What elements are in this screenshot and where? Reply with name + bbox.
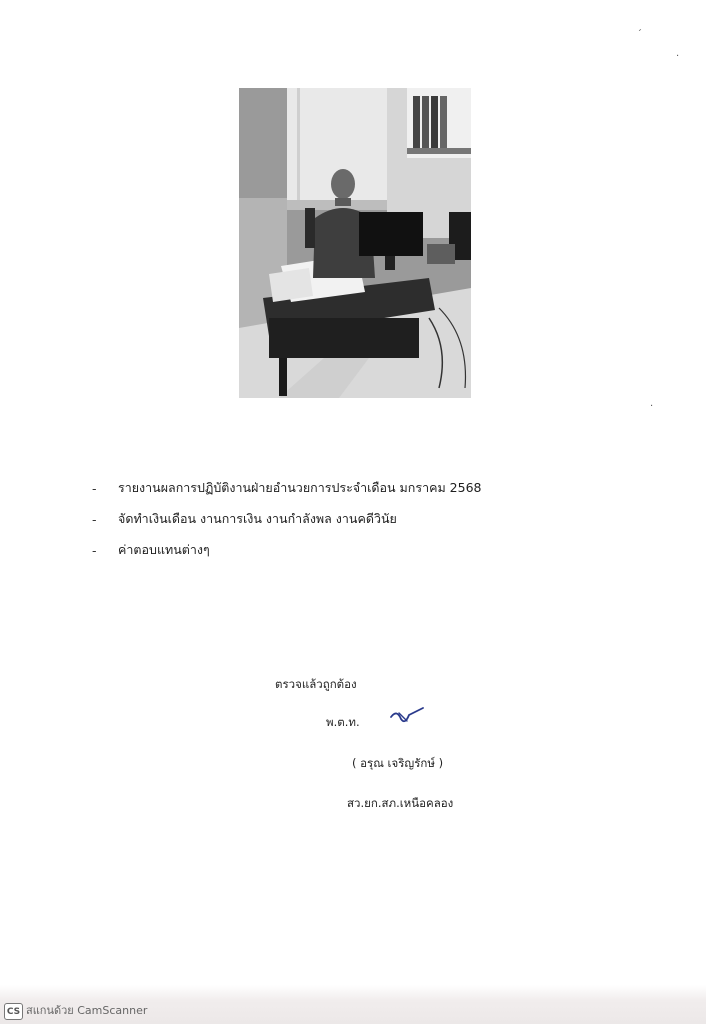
list-item-text: ค่าตอบแทนต่างๆ <box>118 542 210 557</box>
bullet-marker: - <box>92 542 97 558</box>
office-photo <box>239 88 471 398</box>
task-list <box>92 478 482 571</box>
list-item <box>92 478 482 498</box>
list-item <box>92 509 482 529</box>
scanner-watermark: สแกนด้วย CamScanner <box>26 1004 148 1017</box>
signer-rank: พ.ต.ท. <box>326 715 360 729</box>
bullet-marker: - <box>92 480 97 496</box>
list-item <box>92 540 482 560</box>
handwritten-signature <box>387 705 425 727</box>
list-item-text: จัดทำเงินเดือน งานการเงิน งานกำลังพล งานคดีวินัย <box>118 511 397 526</box>
camscanner-logo-icon: CS <box>4 1003 23 1020</box>
scan-speck: · <box>676 51 680 62</box>
signer-name: ( อรุณ เจริญรักษ์ ) <box>352 756 444 770</box>
bullet-marker: - <box>92 511 97 527</box>
list-item-text: รายงานผลการปฏิบัติงานฝ่ายอำนวยการประจำเดือน มกราคม 2568 <box>118 480 482 495</box>
scan-speck: ´ <box>637 29 642 40</box>
signer-position: สว.ยก.สภ.เหนือคลอง <box>347 796 454 810</box>
scan-speck: · <box>650 401 654 412</box>
verification-note: ตรวจแล้วถูกต้อง <box>275 677 357 691</box>
